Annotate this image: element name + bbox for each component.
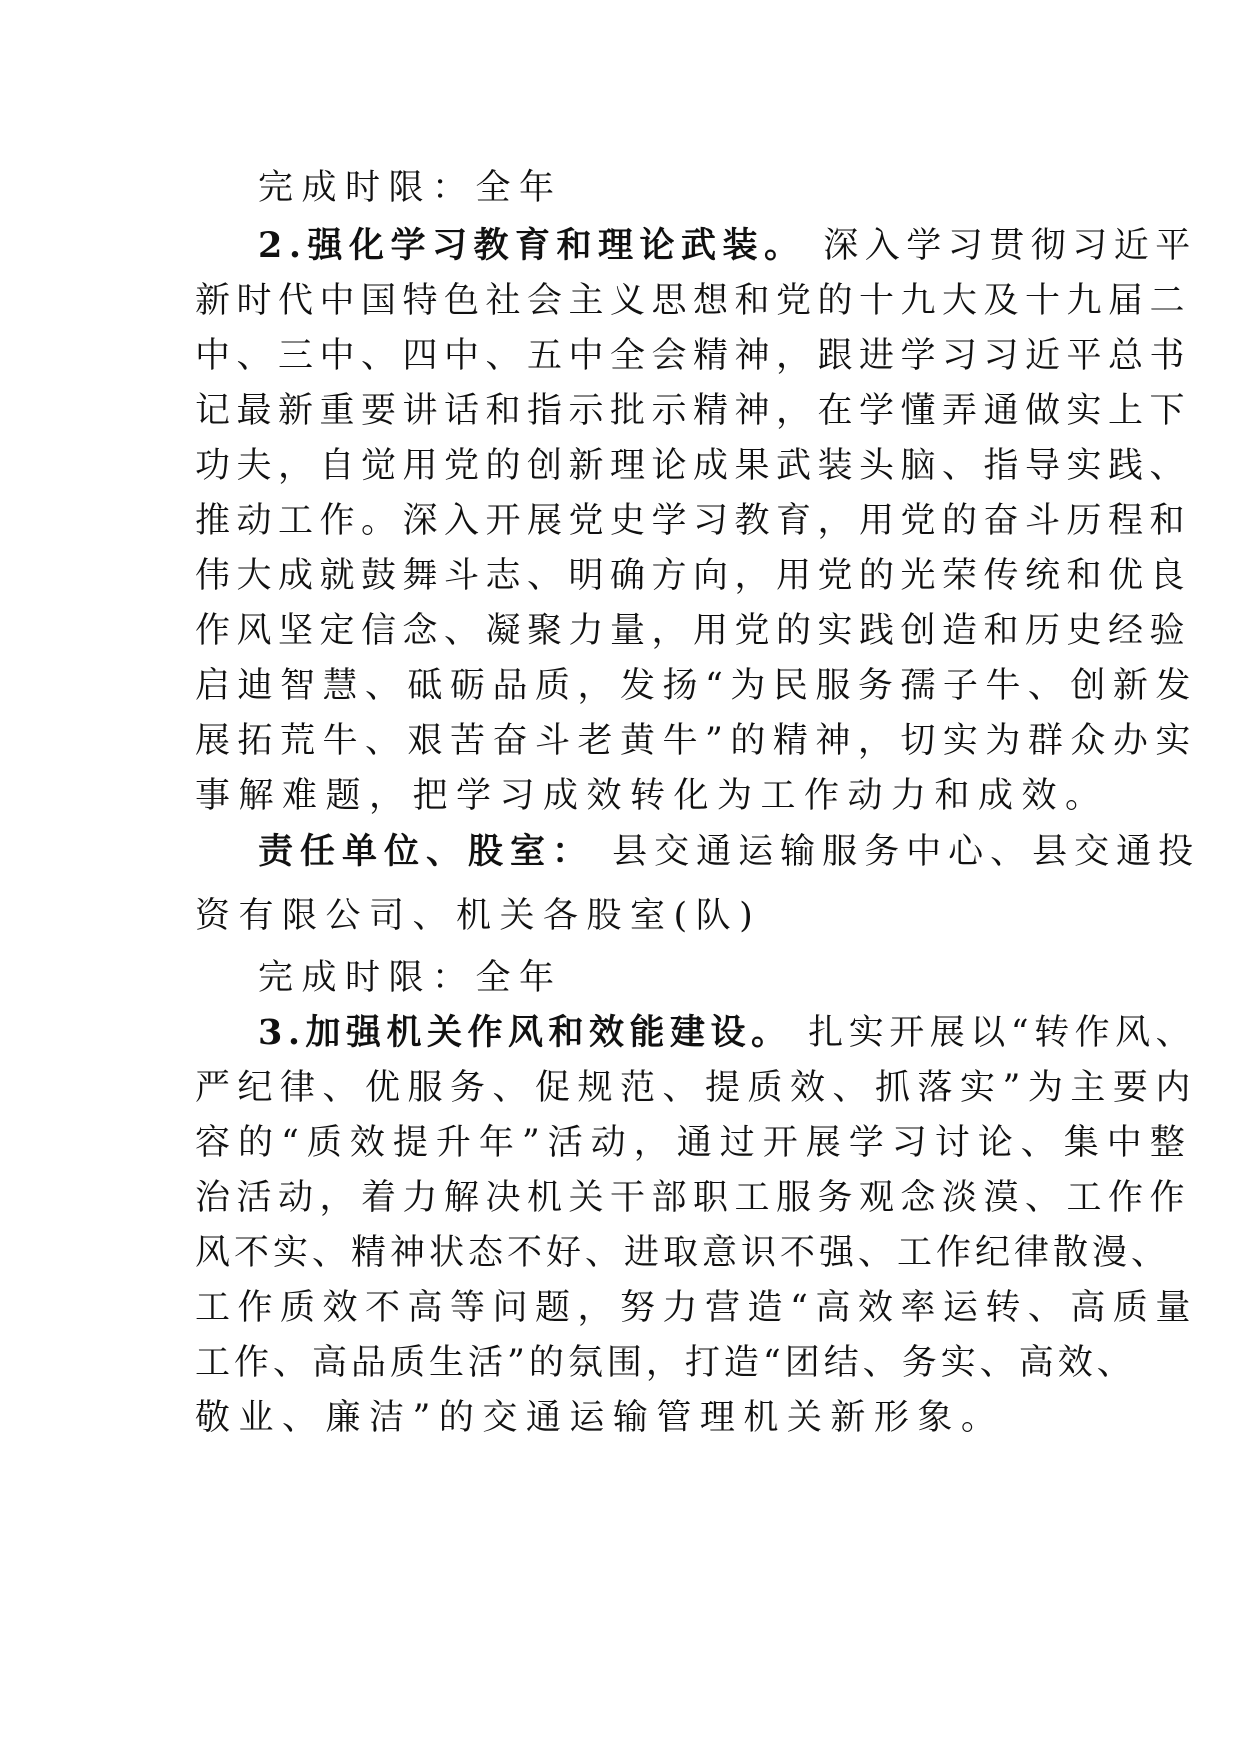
paragraph-line: 伟大成就鼓舞斗志、明确方向，用党的光荣传统和优良 (195, 556, 1192, 596)
paragraph-line: 容的“质效提升年”活动，通过开展学习讨论、集中整 (195, 1123, 1193, 1163)
paragraph-line: 敬业、廉洁”的交通运输管理机关新形象。 (195, 1398, 1005, 1438)
paragraph-line: 推动工作。深入开展党史学习教育，用党的奋斗历程和 (195, 501, 1192, 541)
responsibility-units-continued: 资有限公司、机关各股室(队) (195, 896, 762, 936)
paragraph-line: 事解难题，把学习成效转化为工作动力和成效。 (195, 776, 1109, 816)
deadline-text: 完成时限：全年 (258, 958, 563, 998)
paragraph-line: 中、三中、四中、五中全会精神，跟进学习习近平总书 (195, 336, 1192, 376)
paragraph-line: 风不实、精神状态不好、进取意识不强、工作纪律散漫、 (195, 1233, 1171, 1273)
responsibility-units: 县交通运输服务中心、县交通投 (612, 832, 1201, 872)
responsibility-line (258, 826, 1201, 878)
section-2-heading: 2.强化学习教育和理论武装。 (258, 225, 806, 266)
section-3-heading: 3.加强机关作风和效能建设。 (258, 1012, 792, 1053)
paragraph-line: 功夫，自觉用党的创新理论成果武装头脑、指导实践、 (195, 446, 1192, 486)
deadline-line (258, 162, 1065, 214)
deadline-line (258, 952, 1065, 1004)
paragraph-line: 严纪律、优服务、促规范、提质效、抓落实”为主要内 (195, 1068, 1198, 1108)
deadline-text: 完成时限：全年 (258, 168, 563, 208)
paragraph-line: 作风坚定信念、凝聚力量，用党的实践创造和历史经验 (195, 611, 1192, 651)
section-2-first-line (258, 220, 1197, 272)
paragraph-line: 记最新重要讲话和指示批示精神，在学懂弄通做实上下 (195, 391, 1192, 431)
paragraph-line: 启迪智慧、砥砺品质，发扬“为民服务孺子牛、创新发 (195, 666, 1198, 706)
paragraph-line: 治活动，着力解决机关干部职工服务观念淡漠、工作作 (195, 1178, 1192, 1218)
paragraph-line: 展拓荒牛、艰苦奋斗老黄牛”的精神，切实为群众办实 (195, 721, 1198, 761)
paragraph-text: 深入学习贯彻习近平 (823, 226, 1197, 266)
paragraph-line: 新时代中国特色社会主义思想和党的十九大及十九届二 (195, 281, 1192, 321)
paragraph-line: 工作质效不高等问题，努力营造“高效率运转、高质量 (195, 1288, 1198, 1328)
paragraph-text: 扎实开展以“转作风、 (808, 1013, 1197, 1053)
section-3-first-line (258, 1007, 1197, 1059)
paragraph-line: 工作、高品质生活”的氛围，打造“团结、务实、高效、 (195, 1343, 1136, 1383)
responsibility-label: 责任单位、股室： (258, 831, 595, 872)
